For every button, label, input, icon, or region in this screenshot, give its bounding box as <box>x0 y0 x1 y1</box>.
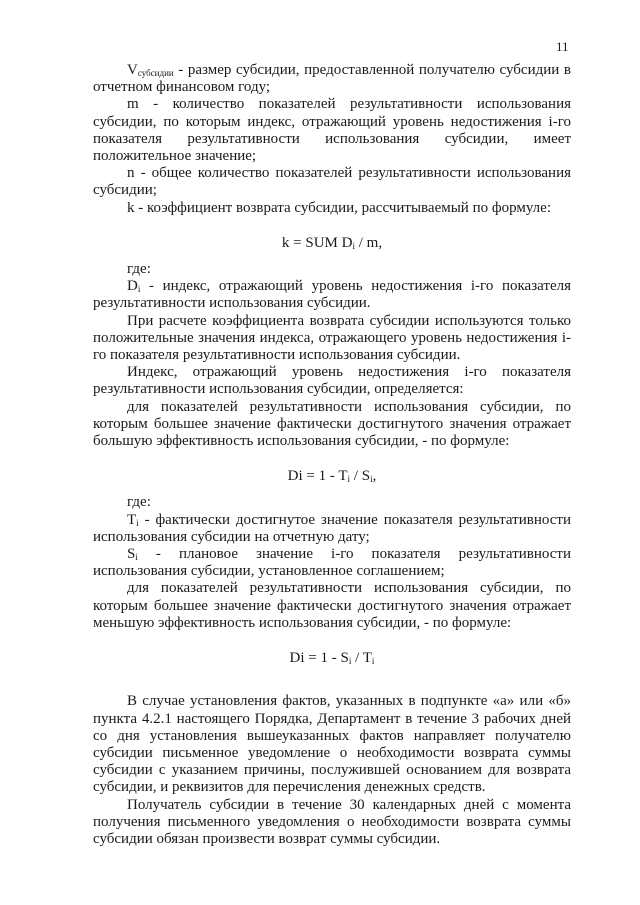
formula-1: $Di = 1 - T_i / S_i$, <box>287 468 377 485</box>
m-definition: m - количество показателей результативности использования субсидии, по которым индекс, отражающий уровень недостижения i-го показателя результативности использования субсидии, имеет положительное значение; <box>93 96 571 165</box>
case1-paragraph: для показателей результативности использования субсидии, по которым большее значение фактически достигнутого значения отражает большую эффективность использования субсидии, - по формуле: <box>93 398 571 450</box>
where-label-1: где: <box>127 261 151 278</box>
index-paragraph: Индекс, отражающий уровень недостижения i-го показателя результативности использования субсидии, определяется: <box>93 364 571 398</box>
recipient-paragraph: Получатель субсидии в течение 30 календарных дней с момента получения письменного уведомления о необходимости возврата суммы субсидии обязан произвести возврат суммы субсидии. <box>93 796 571 847</box>
document-body <box>93 62 571 848</box>
t-definition: $T_i$ - фактически достигнутое значение показателя результативности использования субсидии на отчетную дату; <box>93 511 571 545</box>
s-definition: $S_i$ - плановое значение i-го показателя результативности использования субсидии, установленное соглашением; <box>93 546 571 580</box>
formula-k: k = SUM $D_i$ / m, <box>281 234 383 251</box>
facts-paragraph: В случае установления фактов, указанных в подпункте «а» или «б» пункта 4.2.1 настоящего Порядка, Департамент в течение 3 рабочих дней со дня установления вышеуказанных фактов направляет получателю субсидии письменное уведомление о необходимости возврата суммы субсидии с указанием причины, послужившей основанием для возврата субсидии, и реквизитов для перечисления денежных средств. <box>93 693 571 796</box>
page-number: 11 <box>556 39 569 54</box>
calc-paragraph: При расчете коэффициента возврата субсидии используются только положительные значения индекса, отражающего уровень недостижения i-го показателя результативности использования субсидии. <box>93 312 571 364</box>
case2-paragraph: для показателей результативности использования субсидии, по которым большее значение фактически достигнутого значения отражает меньшую эффективность использования субсидии, - по формуле: <box>93 580 571 631</box>
formula-2: $Di = 1 - S_i / T_i$ <box>289 650 375 667</box>
n-definition: n - общее количество показателей результативности использования субсидии; <box>93 165 571 199</box>
d-definition: $D_i$ - индекс, отражающий уровень недостижения i-го показателя результативности использования субсидии. <box>93 278 571 312</box>
where-label-2: где: <box>127 494 151 511</box>
k-definition: k - коэффициент возврата субсидии, рассчитываемый по формуле: <box>127 199 551 216</box>
v-definition: $V_{субсидии}$ - размер субсидии, предоставленной получателю субсидии в отчетном финансовом году; <box>93 62 571 96</box>
